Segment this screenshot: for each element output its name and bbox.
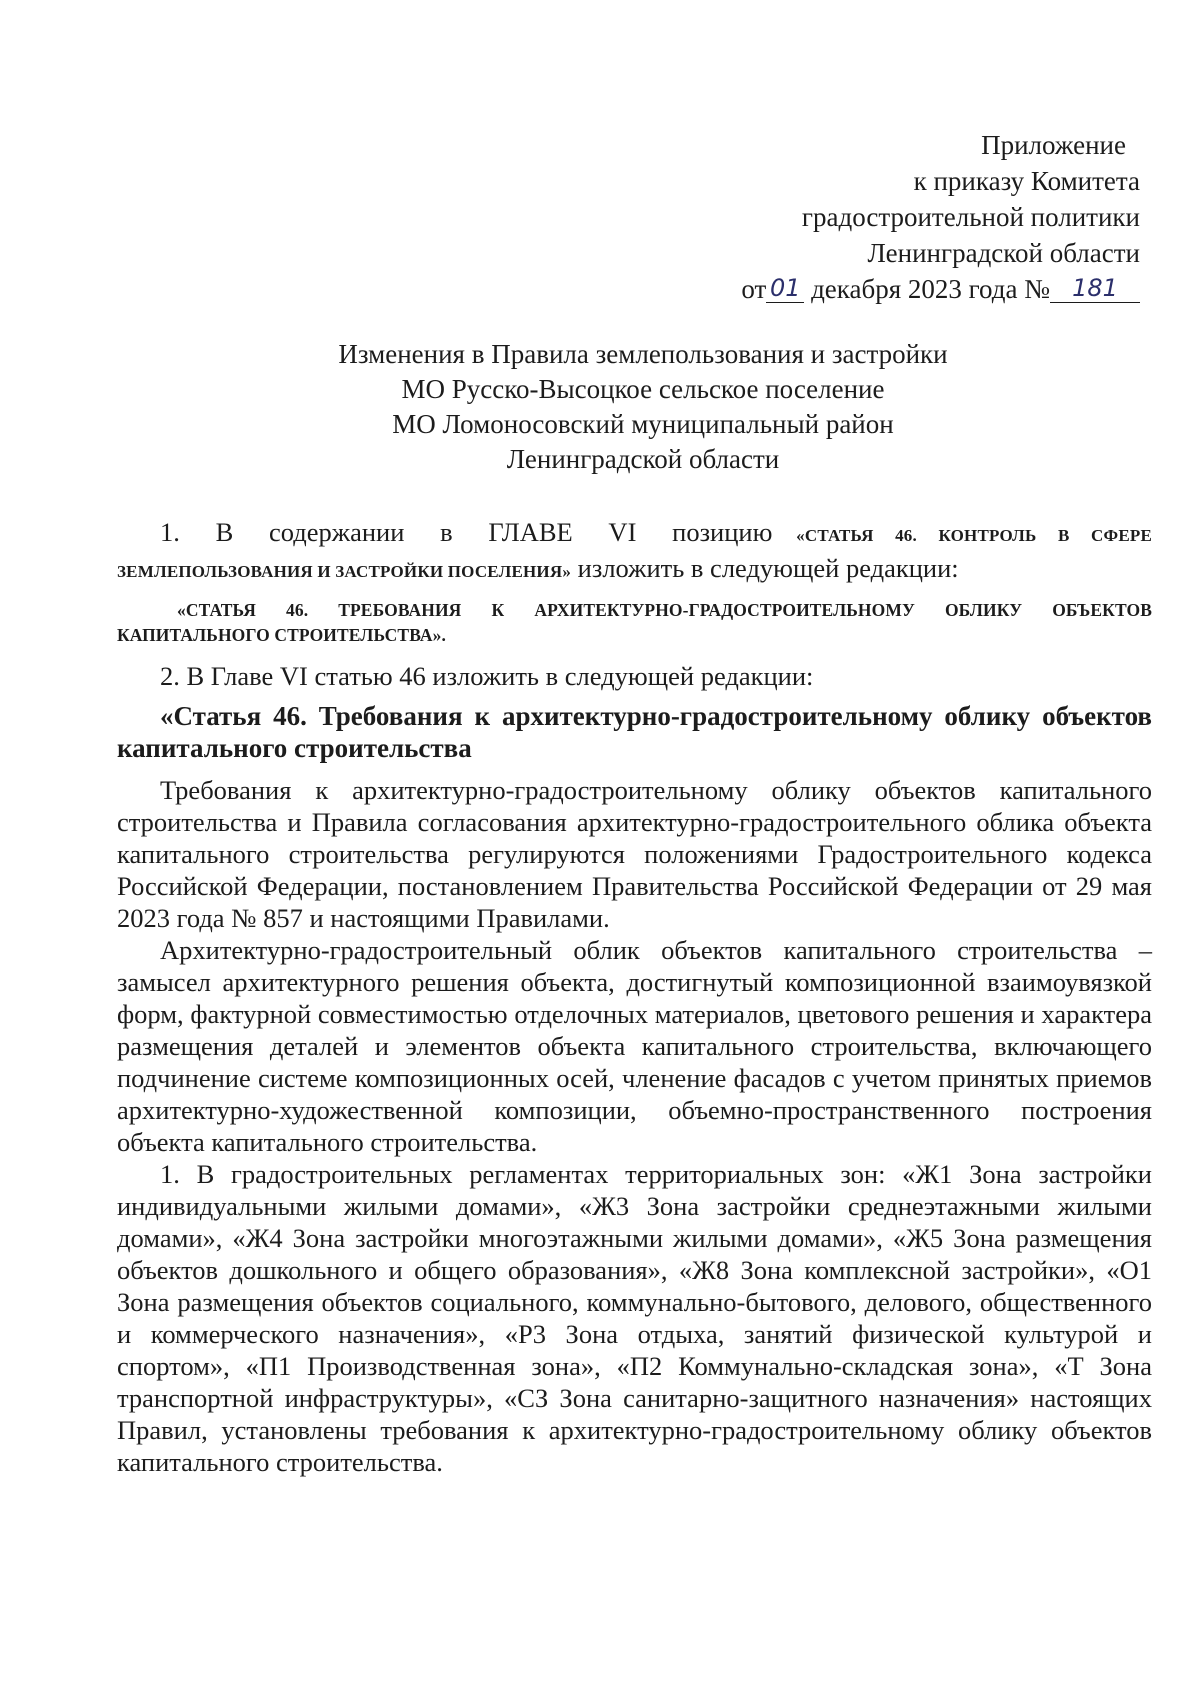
- handwritten-order-number: 181: [1050, 274, 1140, 303]
- handwritten-day: 01: [766, 274, 804, 303]
- paragraph-zones: 1. В градостроительных регламентах территориальных зон: «Ж1 Зона застройки индивидуальными жилыми домами», «Ж3 Зона застройки среднеэтажными жилыми домами», «Ж4 Зона застройки многоэтажными жилыми домами», «Ж5 Зона размещения объектов дошкольного и общего образования», «Ж8 Зона комплексной застройки», «О1 Зона размещения объектов социального, коммунально-бытового, делового, общественного и коммерческого назначения», «Р3 Зона отдыха, занятий физической культурой и спортом», «П1 Производственная зона», «П2 Коммунально-складская зона», «Т Зона транспортной инфраструктуры», «СЗ Зона санитарно-защитного назначения» настоящих Правил, установлены требования к архитектурно-градостроительному облику объектов капитального строительства.: [117, 1159, 1152, 1477]
- item-1-new-title: «СТАТЬЯ 46. ТРЕБОВАНИЯ К АРХИТЕКТУРНО-ГРАДОСТРОИТЕЛЬНОМУ ОБЛИКУ ОБЪЕКТОВ КАПИТАЛЬНОГО СТРОИТЕЛЬСТВА».: [117, 600, 1152, 645]
- paragraph-definition: Архитектурно-градостроительный облик объектов капитального строительства – замысел архитектурного решения объекта, достигнутый композиционной взаимоувязкой форм, фактурной совместимостью отделочных материалов, цветового решения и характера размещения деталей и элементов объекта капитального строительства, включающего подчинение системе композиционных осей, членение фасадов с учетом принятых приемов архитектурно-художественной композиции, объемно-пространственного построения объекта капитального строительства.: [117, 935, 1152, 1157]
- appendix-line-2: к приказу Комитета: [913, 166, 1140, 196]
- item-1-lead: 1. В содержании в ГЛАВЕ VI позицию: [160, 517, 773, 547]
- appendix-line-3: градостроительной политики: [801, 202, 1140, 232]
- title-line-2: МО Русско-Высоцкое сельское поселение: [401, 374, 885, 404]
- document-title: [115, 337, 1151, 477]
- title-line-1: Изменения в Правила землепользования и застройки: [338, 339, 948, 369]
- paragraph-requirements: Требования к архитектурно-градостроительному облику объектов капитального строительства и Правила согласования архитектурно-градостроительного облика объекта капитального строительства регулируются положениями Градостроительного кодекса Российской Федерации, постановлением Правительства Российской Федерации от 29 мая 2023 года № 857 и настоящими Правилами.: [117, 775, 1152, 933]
- document-body: [117, 516, 1152, 1478]
- item-1-tail: изложить в следующей редакции:: [577, 553, 959, 583]
- date-rest: декабря 2023 года №: [811, 274, 1050, 304]
- appendix-date-line: [540, 271, 1140, 307]
- title-line-3: МО Ломоносовский муниципальный район: [392, 409, 894, 439]
- article-heading: «Статья 46. Требования к архитектурно-градостроительному облику объектов капитального строительства: [117, 701, 1152, 763]
- item-1-paragraph: [117, 516, 1152, 588]
- item-1-old-title: «СТАТЬЯ 46. КОНТРОЛЬ В СФЕРЕ ЗЕМЛЕПОЛЬЗОВАНИЯ И ЗАСТРОЙКИ ПОСЕЛЕНИЯ»: [117, 526, 1152, 581]
- title-line-4: Ленинградской области: [506, 444, 780, 474]
- appendix-line-1: Приложение: [981, 130, 1126, 160]
- date-prefix: от: [741, 274, 767, 304]
- appendix-line-4: Ленинградской области: [867, 238, 1140, 268]
- item-2-paragraph: 2. В Главе VI статью 46 изложить в следующей редакции:: [160, 661, 814, 691]
- appendix-block: [540, 127, 1140, 307]
